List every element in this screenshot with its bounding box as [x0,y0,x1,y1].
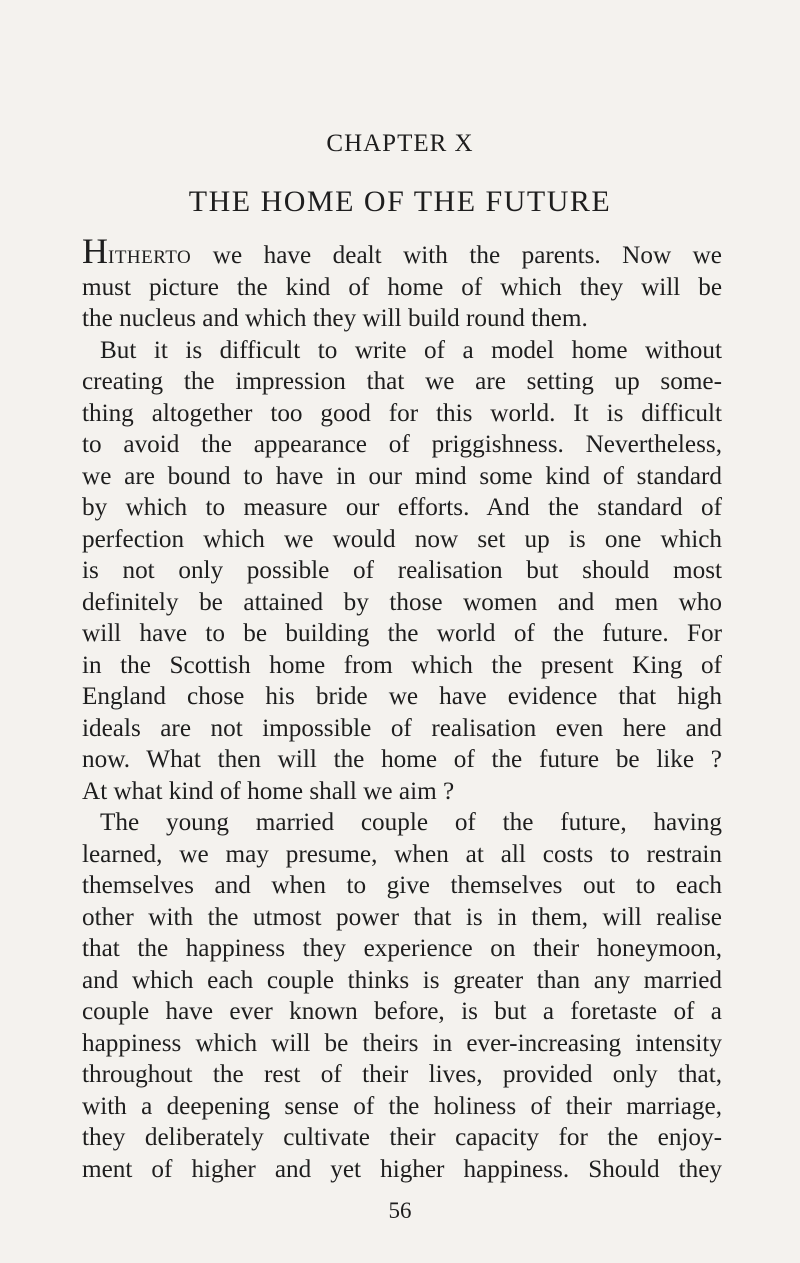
chapter-label: CHAPTER X [326,130,474,157]
text-line: creating the impression that we are setting up some- [82,368,722,395]
text-line: now. What then will the home of the future be like ? [82,746,722,773]
page-number: 56 [388,1198,412,1223]
text-line: to avoid the appearance of priggishness. Nevertheless, [82,431,722,458]
text-line: we are bound to have in our mind some kind of standard [82,462,722,490]
text-line: that the happiness they experience on their honeymoon, [82,935,722,962]
text-line: couple have ever known before, is but a foretaste of a [82,998,722,1025]
text-line: themselves and when to give themselves out to each [82,872,722,899]
text-line: other with the utmost power that is in them, will realise [82,903,722,931]
body-text [82,231,722,1185]
text-line: is not only possible of realisation but should most [82,557,722,584]
text-line: will have to be building the world of the future. For [82,620,722,647]
text-line: learned, we may presume, when at all costs to restrain [82,840,722,868]
opening-smallcaps: ITHERTO [108,247,192,268]
text-line: with a deepening sense of the holiness of their marriage, [82,1092,722,1120]
text-line: throughout the rest of their lives, provided only that, [82,1061,722,1088]
text-line: in the Scottish home from which the present King of [82,651,722,679]
text-line: The young married couple of the future, having [100,809,722,836]
text-line: But it is difficult to write of a model home without [100,336,722,364]
text-line: perfection which we would now set up is one which [82,525,722,553]
text-line: the nucleus and which they will build round them. [82,305,588,332]
text-line: thing altogether too good for this world. It is difficult [82,399,722,427]
text-line-opening [82,231,722,272]
text-line: by which to measure our efforts. And the standard of [82,494,722,521]
text-line: they deliberately cultivate their capacity for the enjoy- [82,1124,722,1151]
text-line: and which each couple thinks is greater than any married [82,966,722,994]
text-line: definitely be attained by those women and men who [82,588,722,616]
text-line: England chose his bride we have evidence that high [82,683,722,710]
drop-cap: H [82,231,108,271]
text-line: must picture the kind of home of which they will be [82,273,722,301]
opening-line-rest: we have dealt with the parents. Now we [191,242,722,269]
chapter-title: THE HOME OF THE FUTURE [188,185,612,218]
text-line: ideals are not impossible of realisation even here and [82,714,722,742]
text-line: ment of higher and yet higher happiness. Should they [82,1155,722,1183]
text-line: At what kind of home shall we aim ? [82,777,455,805]
text-line: happiness which will be theirs in ever-increasing intensity [82,1029,722,1057]
